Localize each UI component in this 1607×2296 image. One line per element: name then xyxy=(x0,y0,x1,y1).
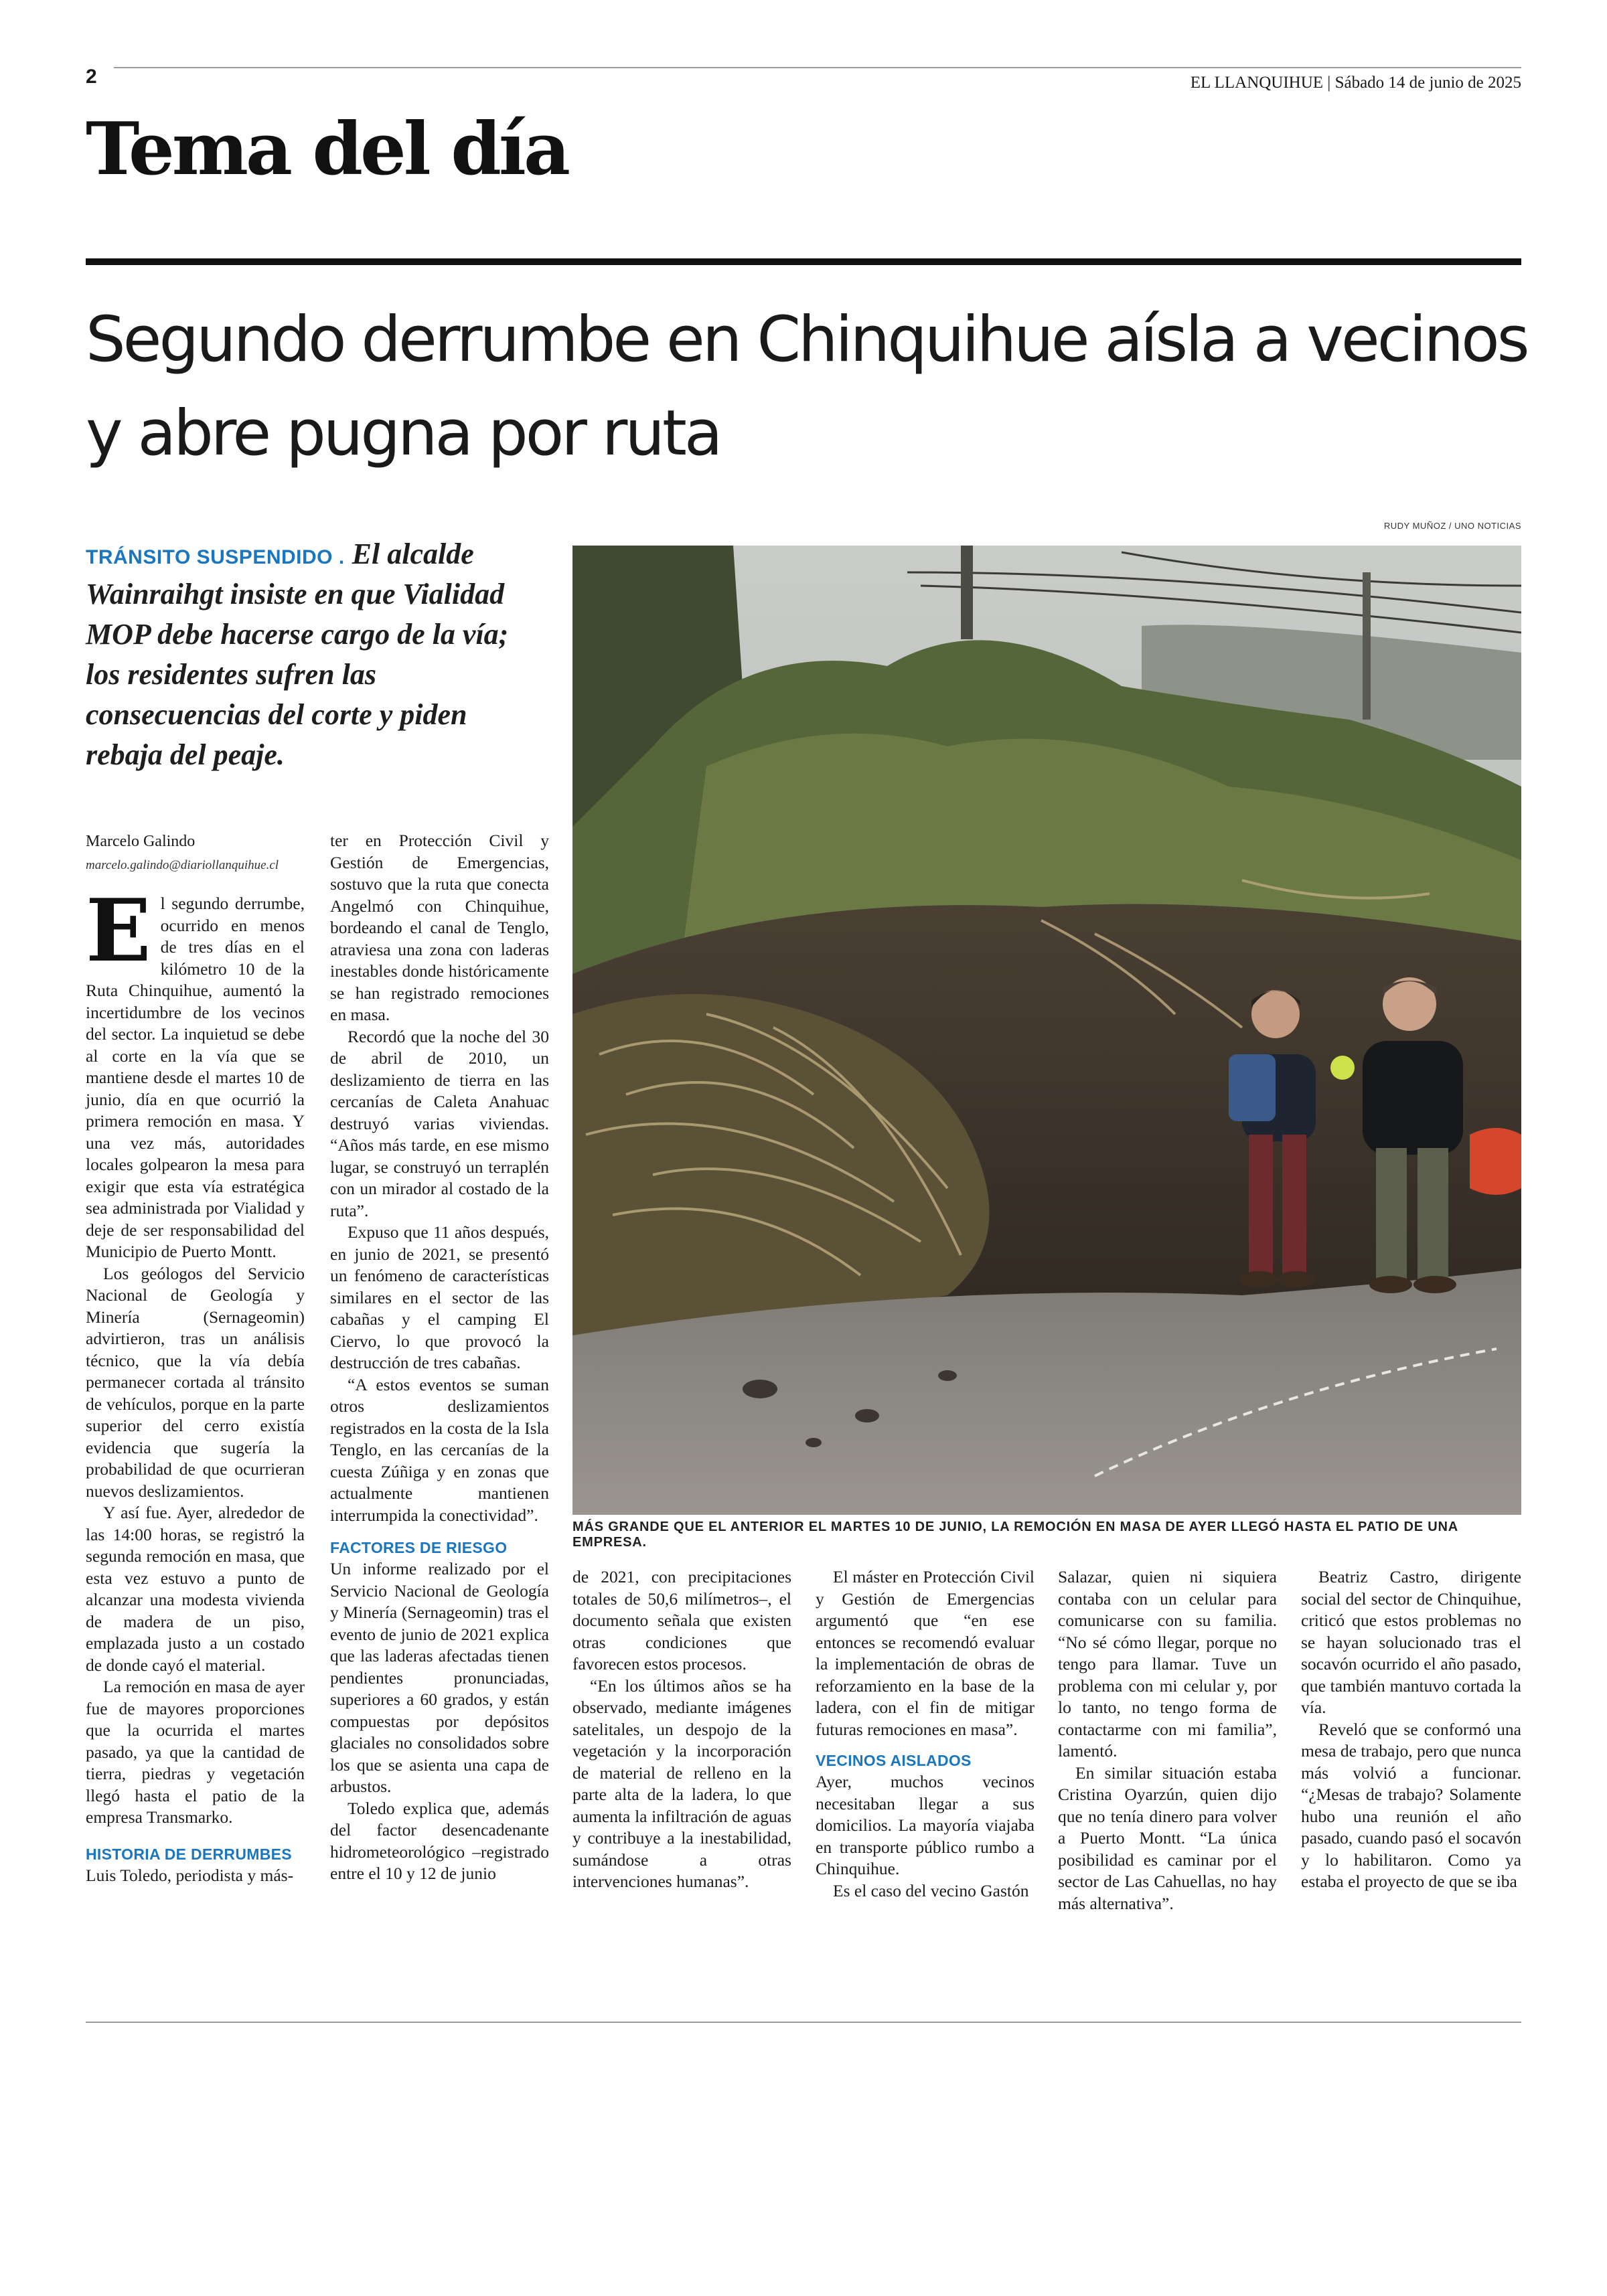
top-rule xyxy=(114,67,1521,68)
paragraph: Expuso que 11 años después, en junio de 2021, se presentó un fenómeno de características similares en el sector de las cabañas y el camping El Ciervo, lo que provocó la destrucción de tres cabañas. xyxy=(330,1222,549,1372)
landslide-photo-illustration xyxy=(572,546,1521,1515)
byline-name: Marcelo Galindo xyxy=(86,833,196,850)
paragraph: El máster en Protección Civil y Gestión de Emergencias argumentó que “en ese entonces se recomendó evaluar la implementación de obras de reforzamiento en la base de la ladera, con el fin de mitigar futuras remociones en masa”. xyxy=(816,1567,1035,1739)
paragraph: de 2021, con precipitaciones totales de 50,6 milímetros–, el documento señala que existen otras condiciones que favorecen estos procesos. xyxy=(572,1567,791,1673)
column-4 xyxy=(816,1566,1035,1902)
paragraph: Un informe realizado por el Servicio Nacional de Geología y Minería (Sernageomin) tras el evento de junio de 2021 explica que las laderas afectadas tienen pendientes pronunciadas, superiores a 60 grados, y están compuestas por depósitos glaciales no consolidados sobre los que se asienta una capa de arbustos. xyxy=(330,1559,549,1796)
paragraph: En similar situación estaba Cristina Oyarzún, quien dijo que no tenía dinero para volver a Puerto Montt. “La única posibilidad es caminar por el sector de Las Cahuellas, no hay más alternativa”. xyxy=(1058,1762,1277,1913)
paragraph: Reveló que se conformó una mesa de trabajo, pero que nunca más volvió a funcionar. “¿Mesas de trabajo? Solamente hubo una reunión el año pasado, cuando pasó el socavón y lo habilitaron. Como ya estaba el proyecto de que se iba xyxy=(1301,1719,1521,1891)
column-5 xyxy=(1058,1566,1277,1914)
paragraph: ter en Protección Civil y Gestión de Emergencias, sostuvo que la ruta que conecta Angelmó con Chinquihue, bordeando el canal de Tenglo, atraviesa una zona con laderas inestables donde históricamente se han registrado remociones en masa. xyxy=(330,831,549,1024)
page-number: 2 xyxy=(86,66,97,88)
paragraph: Toledo explica que, además del factor desencadenante hidrometeorológico –registrado entre el 10 y 12 de junio xyxy=(330,1798,549,1883)
folio: EL LLANQUIHUE | Sábado 14 de junio de 2025 xyxy=(1190,74,1521,92)
paragraph: Recordó que la noche del 30 de abril de 2010, un deslizamiento de tierra en las cercanías de Caleta Anahuac destruyó varias viviendas. “Años más tarde, en ese mismo lugar, se construyó un terraplén con un mirador al costado de la ruta”. xyxy=(330,1026,549,1220)
paragraph: Beatriz Castro, dirigente social del sector de Chinquihue, criticó que estos problemas no se hayan solucionado tras el socavón ocurrido el año pasado, que también mantuvo cortada la vía. xyxy=(1301,1567,1521,1717)
paragraph: “En los últimos años se ha observado, mediante imágenes satelitales, un despojo de la vegetación y la incorporación de material de relleno en la parte alta de la ladera, lo que aumenta la infiltración de aguas y contribuye a la inestabilidad, sumándose a otras intervenciones humanas”. xyxy=(572,1675,791,1891)
section-title: Tema del día xyxy=(86,107,568,191)
section-rule xyxy=(86,258,1521,265)
byline-email: marcelo.galindo@diariollanquihue.cl xyxy=(86,858,279,872)
column-2 xyxy=(330,830,549,1885)
paragraph: Salazar, quien ni siquiera contaba con un celular para comunicarse con su familia. “No sé cómo llegar, porque no tengo para llamar. Tuve un problema con mi celular y, por lo tanto, no tengo forma de contactarme con mi familia”, lamentó. xyxy=(1058,1567,1277,1760)
subhead-historia: HISTORIA DE DERRUMBES xyxy=(86,1845,292,1863)
column-1 xyxy=(86,881,305,1886)
dropcap: E xyxy=(86,881,151,981)
column-3 xyxy=(572,1566,791,1893)
deck xyxy=(86,534,541,775)
landslide-photo xyxy=(572,546,1521,1515)
photo-caption: MÁS GRANDE QUE EL ANTERIOR EL MARTES 10 DE JUNIO, LA REMOCIÓN EN MASA DE AYER LLEGÓ HASTA EL PATIO DE UNA EMPRESA. xyxy=(572,1520,1458,1550)
headline: Segundo derrumbe en Chinquihue aísla a vecinos y abre pugna por ruta xyxy=(86,303,1527,470)
paragraph: Ayer, muchos vecinos necesitaban llegar a sus domicilios. La mayoría viajaba en transporte público rumbo a Chinquihue. xyxy=(816,1772,1035,1878)
column-6 xyxy=(1301,1566,1521,1893)
paragraph: Es el caso del vecino Gastón xyxy=(833,1880,1029,1900)
paragraph: Y así fue. Ayer, alrededor de las 14:00 horas, se registró la segunda remoción en masa, que esta vez estuvo a punto de alcanzar una modesta vivienda de madera de un piso, emplazada justo a un costado de donde cayó el material. xyxy=(86,1503,305,1675)
paragraph: Luis Toledo, periodista y más- xyxy=(86,1865,294,1885)
deck-label: TRÁNSITO SUSPENDIDO . xyxy=(86,546,345,568)
lead-paragraph: El segundo derrumbe, ocurrido en menos de tres días en el kilómetro 10 de la Ruta Chinquihue, aumentó la incertidumbre de los vecinos del sector. La inquietud se debe al corte en la vía que se mantiene desde el martes 10 de junio, día en que ocurrió la primera remoción en masa. Y una vez más, autoridades locales golpearon la mesa para exigir que esta vía estratégica sea administrada por Vialidad y deje de ser responsabilidad del Municipio de Puerto Montt. xyxy=(86,881,305,1261)
photo-credit: RUDY MUÑOZ / UNO NOTICIAS xyxy=(1383,521,1521,531)
deck-text: El alcalde Wainraihgt insiste en que Vialidad MOP debe hacerse cargo de la vía; los residentes sufren las consecuencias del corte y piden rebaja del peaje. xyxy=(86,538,509,771)
subhead-vecinos: VECINOS AISLADOS xyxy=(816,1752,972,1769)
subhead-factores: FACTORES DE RIESGO xyxy=(330,1539,508,1556)
paragraph: “A estos eventos se suman otros deslizamientos registrados en la costa de la Isla Tenglo, en las cercanías de la cuesta Zúñiga y en zonas que actualmente mantienen interrumpida la conectividad”. xyxy=(330,1374,549,1525)
bottom-rule xyxy=(86,2022,1521,2023)
paragraph: La remoción en masa de ayer fue de mayores proporciones que la ocurrida el martes pasado, ya que la cantidad de tierra, piedras y vegetación llegó hasta el patio de la empresa Transmarko. xyxy=(86,1677,305,1827)
paragraph: Los geólogos del Servicio Nacional de Geología y Minería (Sernageomin) advirtieron, tras un análisis técnico, que la vía debía permanecer cortada al tránsito de vehículos, porque en la parte superior del cerro existía evidencia que sugería la probabilidad de que ocurrieran nuevos deslizamientos. xyxy=(86,1263,305,1501)
